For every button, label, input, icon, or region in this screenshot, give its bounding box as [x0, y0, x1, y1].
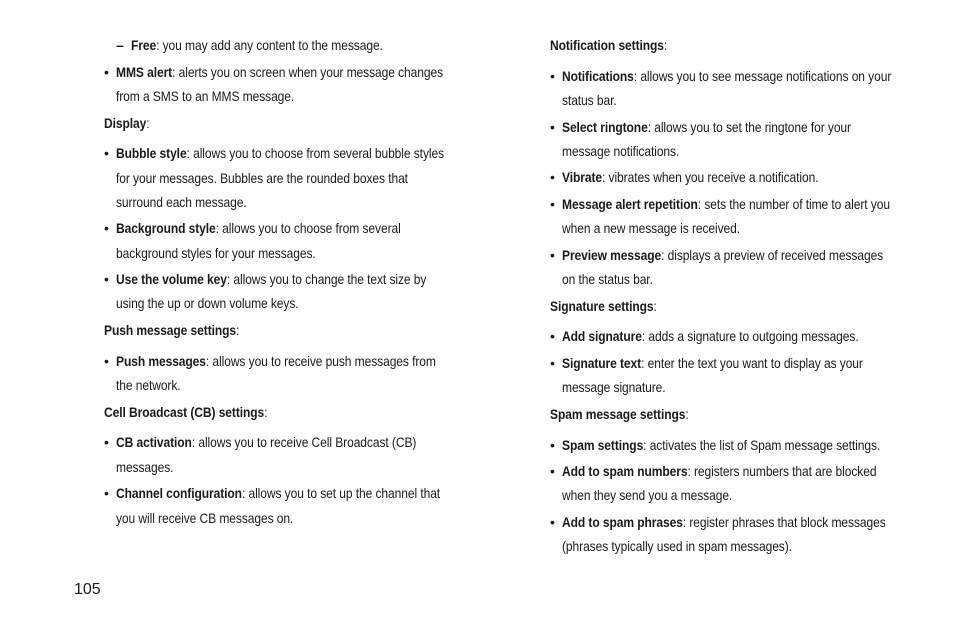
channel-config-item: Channel configuration: allows you to set up the channel that — [116, 485, 441, 501]
bullet: • — [550, 196, 555, 212]
preview-message-desc: on the status bar. — [562, 271, 653, 287]
spam-phrases-desc: (phrases typically used in spam messages). — [562, 538, 792, 554]
cb-activation-desc: messages. — [116, 459, 174, 475]
volume-key-desc: using the up or down volume keys. — [116, 295, 299, 311]
signature-text-desc: message signature. — [562, 379, 666, 395]
background-style-desc: background styles for your messages. — [116, 245, 316, 261]
vibrate-item: Vibrate: vibrates when you receive a notification. — [562, 169, 819, 185]
alert-repetition-item: Message alert repetition: sets the number of time to alert you — [562, 196, 890, 212]
bullet: • — [550, 119, 555, 135]
spam-phrases-item: Add to spam phrases: register phrases that block messages — [562, 514, 886, 530]
bullet: • — [550, 463, 555, 479]
bullet: • — [104, 271, 109, 287]
bullet: • — [550, 169, 555, 185]
bubble-style-desc: surround each message. — [116, 194, 247, 210]
volume-key-item: Use the volume key: allows you to change the text size by — [116, 271, 427, 287]
notifications-item: Notifications: allows you to see message notifications on your — [562, 68, 892, 84]
spam-numbers-item: Add to spam numbers: registers numbers that are blocked — [562, 463, 877, 479]
bullet: • — [104, 64, 109, 80]
bullet: • — [550, 437, 555, 453]
bullet: • — [550, 355, 555, 371]
push-messages-desc: the network. — [116, 377, 181, 393]
preview-message-item: Preview message: displays a preview of received messages — [562, 247, 884, 263]
bullet: • — [104, 485, 109, 501]
signature-text-item: Signature text: enter the text you want to display as your — [562, 355, 863, 371]
bubble-style-desc: for your messages. Bubbles are the rounded boxes that — [116, 170, 408, 186]
page-number: 105 — [74, 581, 101, 598]
push-settings-heading: Push message settings: — [104, 322, 240, 338]
bullet: • — [550, 514, 555, 530]
dash-marker: – — [116, 37, 124, 53]
channel-config-desc: you will receive CB messages on. — [116, 510, 294, 526]
add-signature-item: Add signature: adds a signature to outgoing messages. — [562, 328, 859, 344]
cb-activation-item: CB activation: allows you to receive Cell Broadcast (CB) — [116, 434, 417, 450]
select-ringtone-item: Select ringtone: allows you to set the ringtone for your — [562, 119, 851, 135]
mms-alert-item: MMS alert: alerts you on screen when your message changes — [116, 64, 444, 80]
bullet: • — [104, 220, 109, 236]
bullet: • — [550, 247, 555, 263]
signature-settings-heading: Signature settings: — [550, 298, 657, 314]
notifications-desc: status bar. — [562, 92, 617, 108]
spam-settings-heading: Spam message settings: — [550, 406, 689, 422]
bullet: • — [550, 68, 555, 84]
bullet: • — [104, 145, 109, 161]
select-ringtone-desc: message notifications. — [562, 143, 680, 159]
background-style-item: Background style: allows you to choose from several — [116, 220, 401, 236]
mms-alert-desc: from a SMS to an MMS message. — [116, 88, 295, 104]
notification-settings-heading: Notification settings: — [550, 37, 668, 53]
display-heading: Display: — [104, 115, 150, 131]
push-messages-item: Push messages: allows you to receive push messages from — [116, 353, 436, 369]
bullet: • — [550, 328, 555, 344]
free-item: Free: you may add any content to the message. — [131, 37, 383, 53]
bullet: • — [104, 434, 109, 450]
spam-settings-item: Spam settings: activates the list of Spam message settings. — [562, 437, 881, 453]
alert-repetition-desc: when a new message is received. — [562, 220, 741, 236]
bubble-style-item: Bubble style: allows you to choose from several bubble styles — [116, 145, 445, 161]
spam-numbers-desc: when they send you a message. — [562, 487, 733, 503]
bullet: • — [104, 353, 109, 369]
cb-settings-heading: Cell Broadcast (CB) settings: — [104, 404, 268, 420]
